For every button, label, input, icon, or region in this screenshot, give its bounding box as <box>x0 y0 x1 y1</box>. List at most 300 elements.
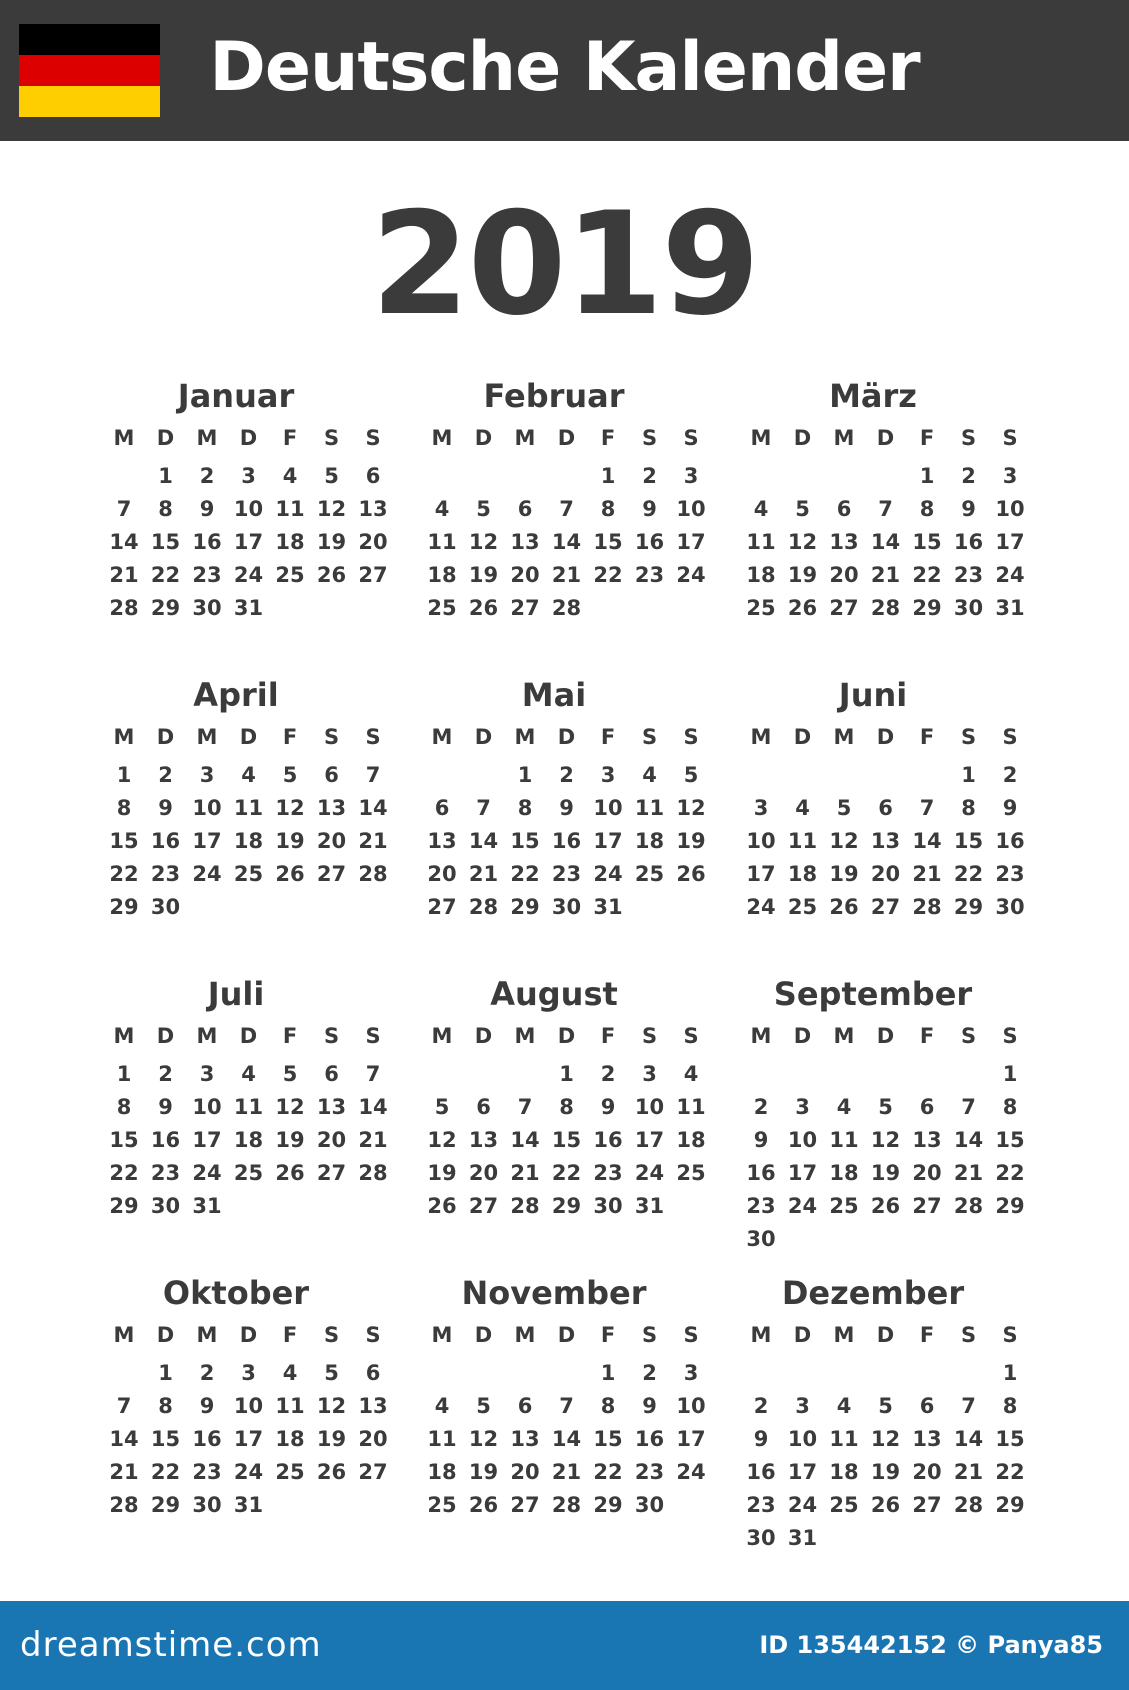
day-number: 29 <box>593 1493 623 1517</box>
weekday-label: M <box>196 725 218 749</box>
day-number: 6 <box>836 497 852 521</box>
day-number: 11 <box>233 1095 264 1119</box>
day-number: 16 <box>192 1427 222 1451</box>
week-row <box>414 592 714 625</box>
day-number: 23 <box>634 563 665 587</box>
day-number: 3 <box>795 1394 810 1418</box>
weekday-label: S <box>641 426 658 450</box>
day-number: 4 <box>241 763 256 787</box>
weekday-label: M <box>514 1323 536 1347</box>
weekday-label: S <box>960 1323 977 1347</box>
weekday-label: M <box>196 426 218 450</box>
day-number: 30 <box>150 1194 181 1218</box>
weekday-label: M <box>833 1024 855 1048</box>
day-number: 6 <box>919 1394 935 1418</box>
weekday-label: M <box>514 725 536 749</box>
week-row <box>96 1058 396 1091</box>
day-number: 22 <box>150 563 181 587</box>
day-number: 21 <box>870 563 901 587</box>
day-number: 9 <box>1002 796 1018 820</box>
day-number: 8 <box>116 796 132 820</box>
day-number: 1 <box>961 763 976 787</box>
day-number: 8 <box>919 497 935 521</box>
day-number: 1 <box>600 1361 616 1385</box>
week-row <box>733 1522 1033 1555</box>
week-row <box>414 792 714 825</box>
day-number: 4 <box>241 1062 256 1086</box>
day-number: 17 <box>676 530 706 554</box>
week-row <box>96 1091 396 1124</box>
day-number: 15 <box>593 1427 623 1451</box>
month-name: Juni <box>838 676 908 714</box>
week-row <box>414 1456 714 1489</box>
week-row <box>96 592 396 625</box>
day-number: 1 <box>158 1361 173 1385</box>
day-number: 14 <box>510 1128 540 1152</box>
weekday-header-row <box>414 1319 714 1357</box>
weekday-label: S <box>1002 1323 1018 1347</box>
day-number: 6 <box>517 1394 533 1418</box>
month-name: Januar <box>177 377 295 415</box>
day-number: 22 <box>995 1161 1025 1185</box>
day-number: 7 <box>919 796 935 820</box>
day-number: 22 <box>150 1460 181 1484</box>
day-number: 12 <box>787 530 818 554</box>
day-number: 9 <box>199 1394 215 1418</box>
day-number: 23 <box>746 1493 776 1517</box>
day-number: 9 <box>961 497 976 521</box>
day-number: 2 <box>753 1095 769 1119</box>
day-number: 22 <box>510 862 540 886</box>
day-number: 29 <box>150 596 181 620</box>
day-number: 29 <box>995 1194 1025 1218</box>
day-number: 29 <box>109 895 139 919</box>
week-row <box>733 759 1033 792</box>
weekday-label: S <box>323 426 340 450</box>
weekday-label: D <box>156 1024 175 1048</box>
day-number: 11 <box>233 796 264 820</box>
day-number: 7 <box>365 1062 381 1086</box>
weekday-label: D <box>474 426 493 450</box>
weekday-label: M <box>514 426 536 450</box>
weekday-label: S <box>960 426 977 450</box>
day-number: 18 <box>233 1128 264 1152</box>
day-number: 9 <box>158 796 173 820</box>
day-number: 12 <box>870 1427 901 1451</box>
day-number: 23 <box>953 563 984 587</box>
day-number: 14 <box>953 1128 984 1152</box>
day-number: 30 <box>995 895 1025 919</box>
weekday-label: S <box>1002 426 1018 450</box>
day-number: 16 <box>995 829 1025 853</box>
day-number: 20 <box>316 829 347 853</box>
day-number: 15 <box>995 1128 1025 1152</box>
day-number: 20 <box>912 1460 942 1484</box>
weekday-label: M <box>750 426 772 450</box>
weekday-label: M <box>431 1323 453 1347</box>
day-number: 28 <box>510 1194 540 1218</box>
week-row <box>414 493 714 526</box>
day-number: 12 <box>275 1095 305 1119</box>
day-number: 6 <box>434 796 450 820</box>
week-row <box>733 1357 1033 1390</box>
day-number: 28 <box>468 895 499 919</box>
day-number: 21 <box>551 563 582 587</box>
day-number: 29 <box>912 596 942 620</box>
weekday-label: D <box>239 1024 258 1048</box>
flag-stripe-black <box>19 24 160 55</box>
day-number: 6 <box>517 497 533 521</box>
week-row <box>733 460 1033 493</box>
weekday-label: M <box>431 426 453 450</box>
day-number: 22 <box>912 563 942 587</box>
day-number: 3 <box>199 1062 215 1086</box>
week-row <box>96 1390 396 1423</box>
day-number: 30 <box>634 1493 665 1517</box>
week-row <box>414 1058 714 1091</box>
day-number: 7 <box>961 1095 976 1119</box>
day-number: 30 <box>192 1493 222 1517</box>
day-number: 25 <box>829 1194 859 1218</box>
week-row <box>96 858 396 891</box>
weekday-label: D <box>876 1024 895 1048</box>
weekday-label: F <box>282 1323 298 1347</box>
day-number: 24 <box>787 1493 818 1517</box>
day-number: 22 <box>593 1460 623 1484</box>
day-number: 1 <box>1002 1361 1018 1385</box>
weekday-label: S <box>323 1323 340 1347</box>
day-number: 25 <box>676 1161 706 1185</box>
weekday-label: D <box>156 1323 175 1347</box>
day-number: 19 <box>468 1460 499 1484</box>
day-number: 19 <box>316 1427 347 1451</box>
day-number: 27 <box>829 596 859 620</box>
day-number: 10 <box>995 497 1025 521</box>
page-title: Deutsche Kalender <box>209 28 920 107</box>
day-number: 25 <box>427 596 457 620</box>
day-number: 8 <box>517 796 533 820</box>
day-number: 8 <box>600 497 616 521</box>
day-number: 26 <box>316 563 347 587</box>
day-number: 25 <box>427 1493 457 1517</box>
day-number: 21 <box>953 1161 984 1185</box>
week-row <box>96 891 396 924</box>
day-number: 5 <box>282 763 298 787</box>
month-name: Juli <box>207 975 265 1013</box>
day-number: 16 <box>593 1128 623 1152</box>
day-number: 24 <box>233 1460 264 1484</box>
day-number: 13 <box>510 530 540 554</box>
day-number: 2 <box>158 1062 173 1086</box>
day-number: 28 <box>870 596 901 620</box>
day-number: 19 <box>316 530 347 554</box>
week-row <box>733 592 1033 625</box>
day-number: 20 <box>870 862 901 886</box>
day-number: 10 <box>676 1394 706 1418</box>
weekday-label: F <box>282 426 298 450</box>
week-row <box>733 825 1033 858</box>
day-number: 13 <box>468 1128 499 1152</box>
day-number: 7 <box>559 497 574 521</box>
weekday-label: F <box>282 725 298 749</box>
day-number: 22 <box>995 1460 1025 1484</box>
day-number: 1 <box>158 464 173 488</box>
weekday-label: M <box>833 725 855 749</box>
day-number: 27 <box>316 1161 347 1185</box>
week-row <box>414 1423 714 1456</box>
day-number: 26 <box>829 895 859 919</box>
day-number: 25 <box>275 1460 305 1484</box>
day-number: 25 <box>634 862 665 886</box>
weekday-label: D <box>474 1323 493 1347</box>
week-row <box>733 493 1033 526</box>
day-number: 30 <box>593 1194 623 1218</box>
month-days-grid <box>96 1319 396 1522</box>
day-number: 11 <box>275 1394 305 1418</box>
day-number: 12 <box>316 497 347 521</box>
day-number: 29 <box>150 1493 181 1517</box>
day-number: 7 <box>116 1394 132 1418</box>
weekday-label: M <box>196 1024 218 1048</box>
day-number: 15 <box>150 530 181 554</box>
day-number: 16 <box>634 1427 665 1451</box>
day-number: 27 <box>510 596 540 620</box>
day-number: 16 <box>953 530 984 554</box>
header-bar <box>0 0 1129 141</box>
weekday-label: S <box>683 426 699 450</box>
weekday-label: M <box>113 1323 135 1347</box>
day-number: 3 <box>753 796 769 820</box>
week-row <box>414 891 714 924</box>
day-number: 7 <box>559 1394 574 1418</box>
month-name: Februar <box>483 377 625 415</box>
day-number: 23 <box>593 1161 623 1185</box>
day-number: 10 <box>676 497 706 521</box>
weekday-label: M <box>196 1323 218 1347</box>
day-number: 28 <box>358 862 388 886</box>
day-number: 20 <box>358 1427 388 1451</box>
day-number: 11 <box>829 1427 859 1451</box>
day-number: 18 <box>634 829 665 853</box>
day-number: 24 <box>787 1194 818 1218</box>
day-number: 28 <box>551 1493 582 1517</box>
day-number: 5 <box>476 1394 491 1418</box>
day-number: 12 <box>676 796 706 820</box>
week-row <box>414 1091 714 1124</box>
weekday-label: D <box>557 1323 576 1347</box>
day-number: 10 <box>233 497 264 521</box>
day-number: 13 <box>912 1128 942 1152</box>
day-number: 20 <box>358 530 388 554</box>
footer-bar <box>0 1601 1129 1690</box>
day-number: 5 <box>324 1361 339 1385</box>
week-row <box>96 792 396 825</box>
weekday-label: M <box>113 1024 135 1048</box>
day-number: 19 <box>275 829 305 853</box>
day-number: 13 <box>870 829 901 853</box>
day-number: 1 <box>1002 1062 1018 1086</box>
weekday-label: F <box>919 426 935 450</box>
day-number: 30 <box>746 1526 776 1550</box>
day-number: 28 <box>358 1161 388 1185</box>
day-number: 29 <box>109 1194 139 1218</box>
day-number: 15 <box>109 1128 139 1152</box>
week-row <box>733 1157 1033 1190</box>
day-number: 23 <box>995 862 1025 886</box>
day-number: 27 <box>358 1460 388 1484</box>
weekday-label: S <box>641 1024 658 1048</box>
day-number: 16 <box>150 1128 181 1152</box>
day-number: 14 <box>870 530 901 554</box>
day-number: 10 <box>192 796 222 820</box>
footer-logo[interactable]: dreamstime.com <box>20 1625 322 1665</box>
day-number: 15 <box>150 1427 181 1451</box>
day-number: 6 <box>324 1062 339 1086</box>
day-number: 26 <box>870 1194 901 1218</box>
week-row <box>414 759 714 792</box>
day-number: 14 <box>358 796 388 820</box>
day-number: 23 <box>150 1161 181 1185</box>
day-number: 30 <box>192 596 222 620</box>
day-number: 3 <box>1002 464 1018 488</box>
day-number: 8 <box>1002 1394 1018 1418</box>
day-number: 18 <box>746 563 776 587</box>
day-number: 6 <box>324 763 339 787</box>
week-row <box>733 1223 1033 1256</box>
day-number: 31 <box>192 1194 222 1218</box>
day-number: 28 <box>109 1493 139 1517</box>
day-number: 3 <box>600 763 616 787</box>
week-row <box>96 1423 396 1456</box>
day-number: 9 <box>600 1095 616 1119</box>
day-number: 16 <box>150 829 181 853</box>
day-number: 10 <box>787 1128 818 1152</box>
day-number: 8 <box>158 1394 173 1418</box>
week-row <box>414 1124 714 1157</box>
day-number: 26 <box>468 1493 499 1517</box>
day-number: 1 <box>919 464 935 488</box>
day-number: 21 <box>358 829 388 853</box>
day-number: 23 <box>634 1460 665 1484</box>
day-number: 20 <box>468 1161 499 1185</box>
month-name: November <box>461 1274 647 1312</box>
day-number: 10 <box>233 1394 264 1418</box>
day-number: 4 <box>434 497 450 521</box>
day-number: 1 <box>559 1062 574 1086</box>
weekday-label: D <box>156 725 175 749</box>
weekday-label: F <box>919 1024 935 1048</box>
day-number: 15 <box>109 829 139 853</box>
week-row <box>733 526 1033 559</box>
day-number: 21 <box>551 1460 582 1484</box>
day-number: 2 <box>1002 763 1018 787</box>
day-number: 14 <box>358 1095 388 1119</box>
day-number: 13 <box>358 1394 388 1418</box>
day-number: 28 <box>953 1194 984 1218</box>
day-number: 13 <box>358 497 388 521</box>
day-number: 21 <box>109 563 139 587</box>
day-number: 23 <box>150 862 181 886</box>
day-number: 14 <box>109 1427 139 1451</box>
day-number: 27 <box>912 1493 942 1517</box>
weekday-header-row <box>733 1020 1033 1058</box>
day-number: 25 <box>233 1161 264 1185</box>
day-number: 11 <box>427 1427 457 1451</box>
day-number: 22 <box>593 563 623 587</box>
week-row <box>733 858 1033 891</box>
day-number: 13 <box>829 530 859 554</box>
day-number: 23 <box>192 1460 222 1484</box>
day-number: 3 <box>683 464 699 488</box>
weekday-label: F <box>919 725 935 749</box>
day-number: 28 <box>953 1493 984 1517</box>
day-number: 7 <box>961 1394 976 1418</box>
week-row <box>96 1124 396 1157</box>
weekday-label: F <box>600 1024 616 1048</box>
day-number: 2 <box>642 464 657 488</box>
week-row <box>414 1390 714 1423</box>
day-number: 16 <box>192 530 222 554</box>
week-row <box>733 559 1033 592</box>
day-number: 4 <box>282 464 298 488</box>
month-days-grid <box>733 422 1033 625</box>
day-number: 14 <box>953 1427 984 1451</box>
day-number: 4 <box>642 763 657 787</box>
day-number: 24 <box>995 563 1025 587</box>
day-number: 19 <box>427 1161 457 1185</box>
day-number: 13 <box>510 1427 540 1451</box>
day-number: 17 <box>746 862 776 886</box>
day-number: 24 <box>676 1460 706 1484</box>
day-number: 26 <box>870 1493 901 1517</box>
day-number: 5 <box>324 464 339 488</box>
day-number: 18 <box>233 829 264 853</box>
week-row <box>414 559 714 592</box>
day-number: 9 <box>559 796 574 820</box>
day-number: 2 <box>158 763 173 787</box>
day-number: 2 <box>199 464 215 488</box>
day-number: 7 <box>116 497 132 521</box>
day-number: 19 <box>468 563 499 587</box>
day-number: 8 <box>158 497 173 521</box>
day-number: 25 <box>275 563 305 587</box>
day-number: 5 <box>476 497 491 521</box>
day-number: 27 <box>316 862 347 886</box>
month-days-grid <box>733 1319 1033 1555</box>
weekday-label: S <box>1002 725 1018 749</box>
day-number: 7 <box>878 497 893 521</box>
day-number: 27 <box>358 563 388 587</box>
month-days-grid <box>96 721 396 924</box>
month-name: Dezember <box>781 1274 965 1312</box>
weekday-header-row <box>96 721 396 759</box>
day-number: 16 <box>551 829 582 853</box>
week-row <box>733 1390 1033 1423</box>
day-number: 15 <box>593 530 623 554</box>
day-number: 4 <box>836 1095 852 1119</box>
weekday-header-row <box>414 422 714 460</box>
day-number: 9 <box>199 497 215 521</box>
day-number: 21 <box>953 1460 984 1484</box>
day-number: 12 <box>468 1427 499 1451</box>
month-days-grid <box>733 721 1033 924</box>
day-number: 4 <box>836 1394 852 1418</box>
week-row <box>733 891 1033 924</box>
footer-credit: ID 135442152 © Panya85 <box>759 1631 1103 1659</box>
day-number: 15 <box>912 530 942 554</box>
day-number: 5 <box>683 763 699 787</box>
month-name: Oktober <box>162 1274 310 1312</box>
